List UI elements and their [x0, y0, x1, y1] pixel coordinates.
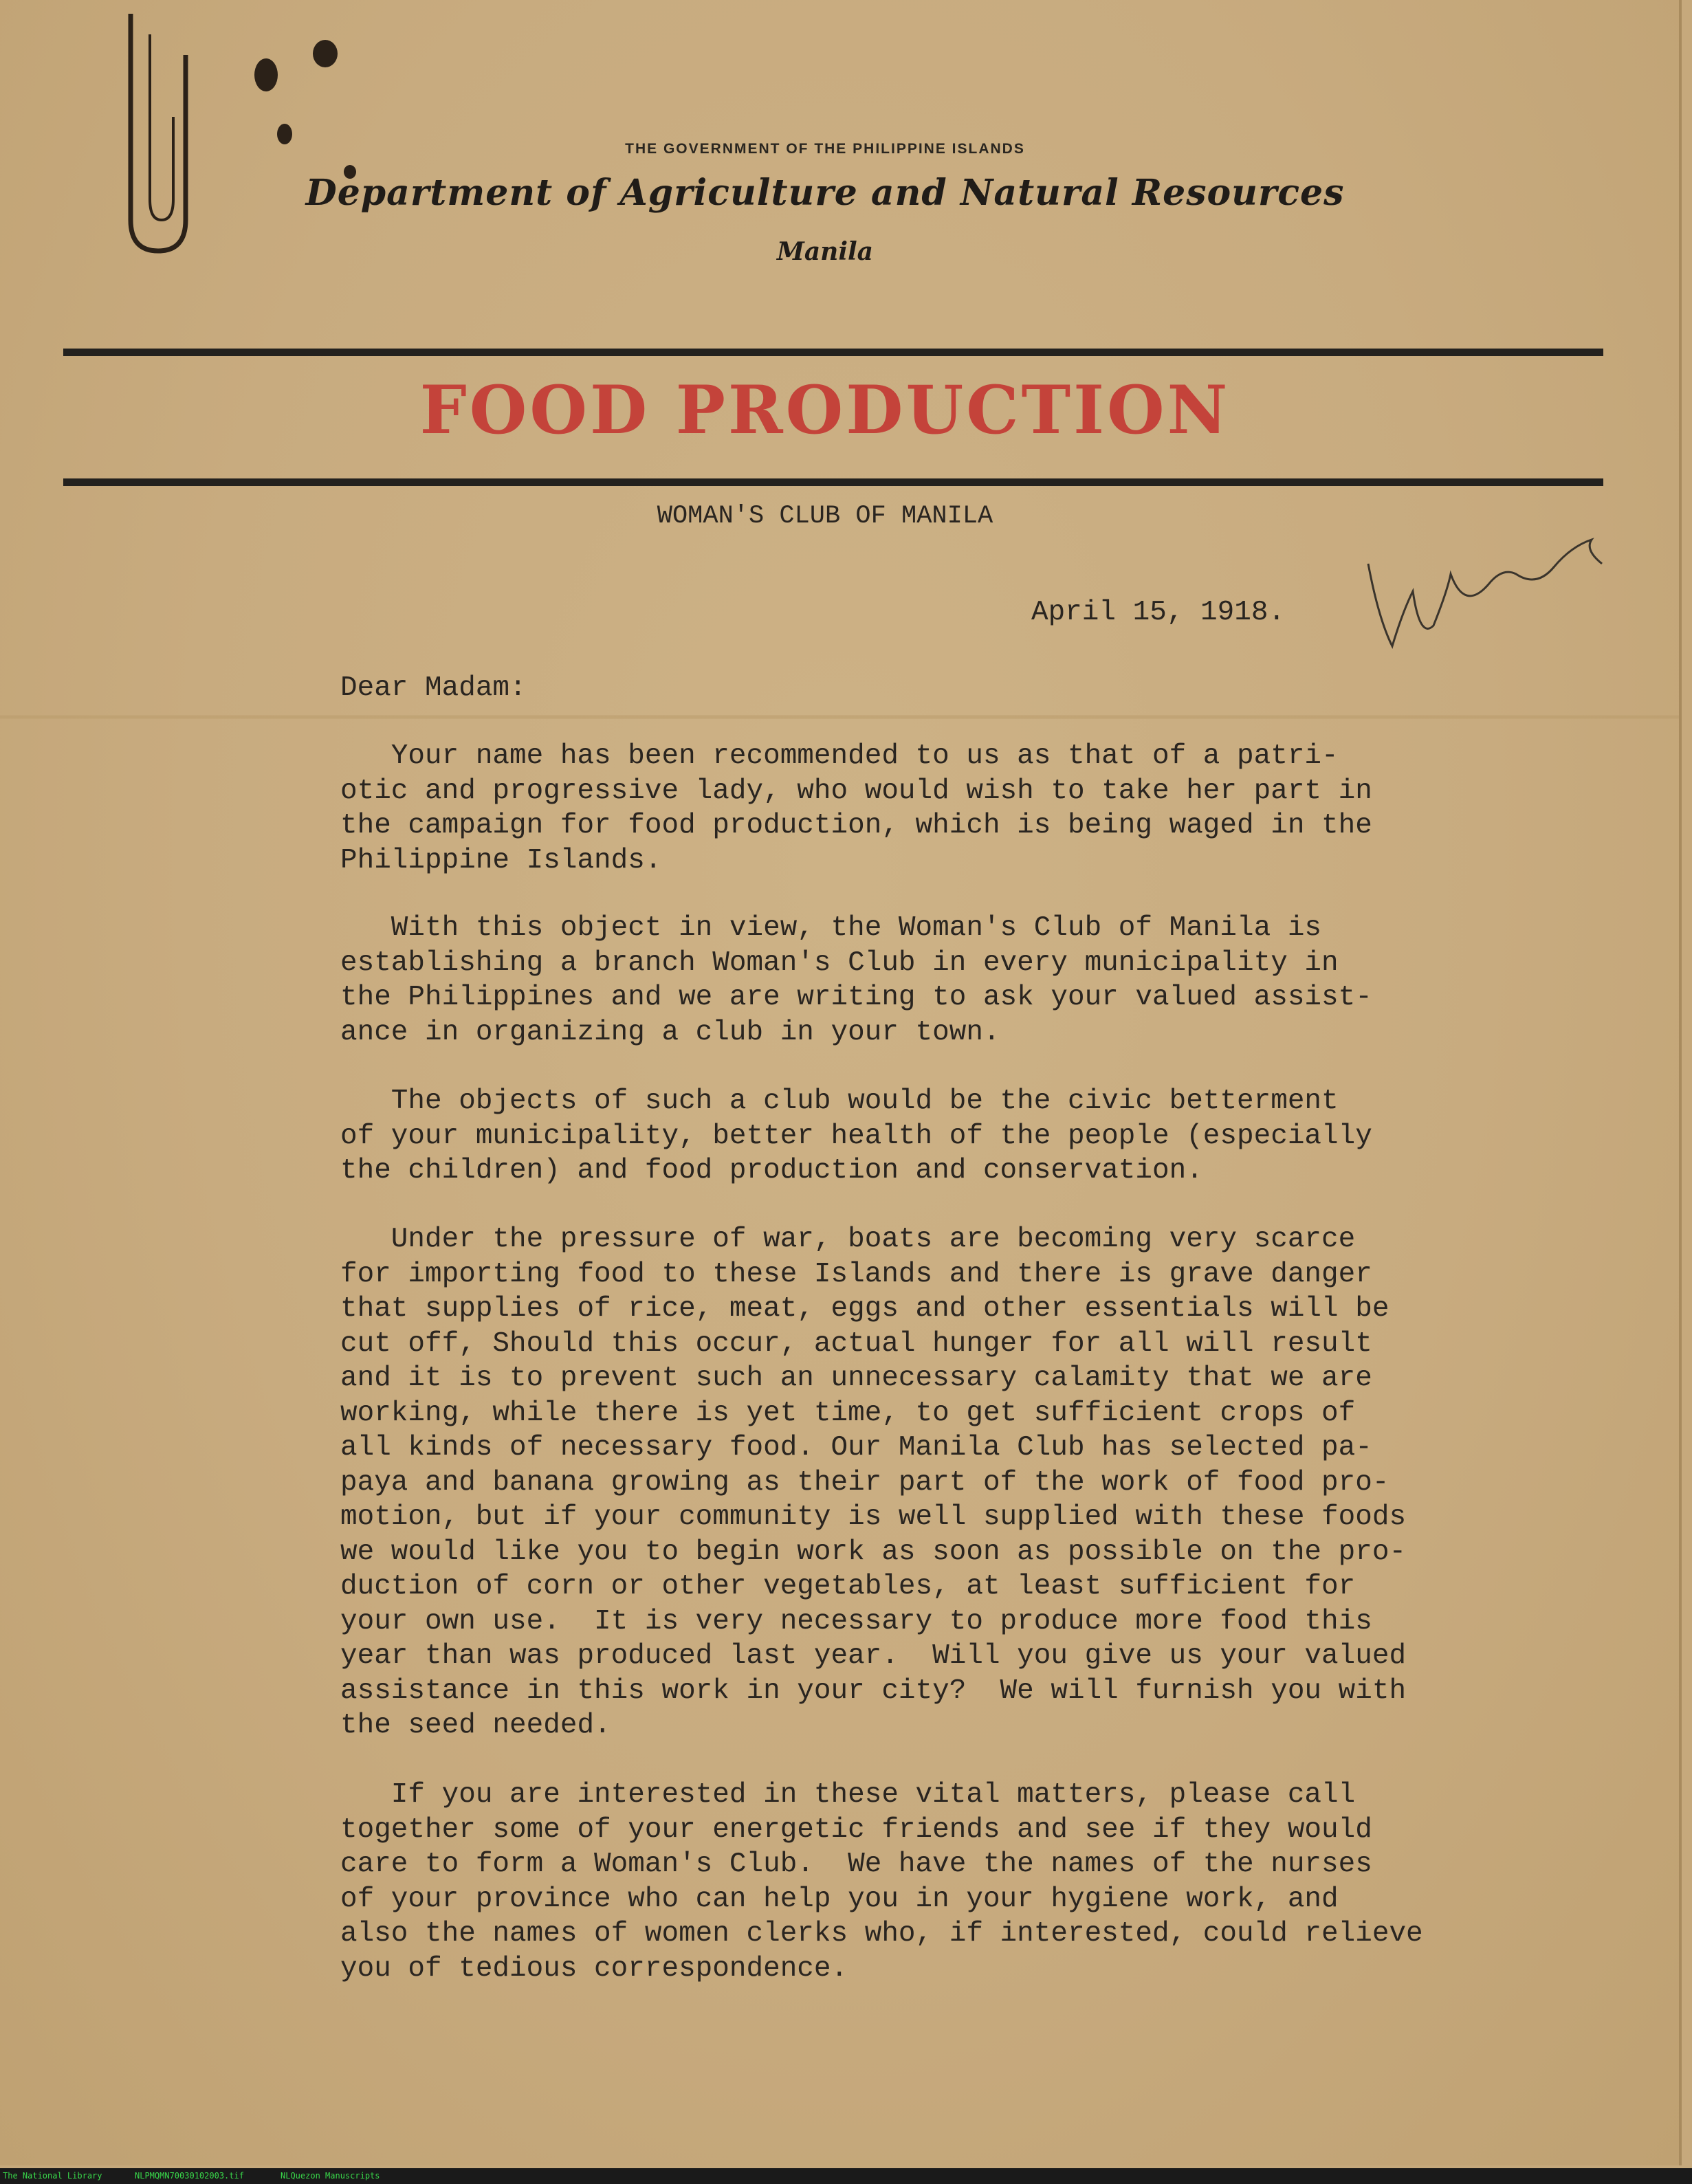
footer-library: The National Library [3, 2171, 102, 2181]
text-line: Under the pressure of war, boats are becoming very scarce [340, 1224, 1356, 1255]
text-line: ance in organizing a club in your town. [340, 1016, 1000, 1048]
text-line: working, while there is yet time, to get sufficient crops of [340, 1397, 1356, 1429]
letterhead-department: Department of Agriculture and Natural Resources [305, 172, 1345, 214]
paragraph-4 [340, 1222, 1406, 1743]
organization-name: WOMAN'S CLUB OF MANILA [657, 502, 993, 531]
letter-date: April 15, 1918. [1031, 597, 1286, 628]
text-line: year than was produced last year. Will you give us your valued [340, 1640, 1407, 1672]
text-line: and it is to prevent such an unnecessary calamity that we are [340, 1363, 1372, 1394]
text-line: you of tedious correspondence. [340, 1952, 848, 1985]
letterhead-government: THE GOVERNMENT OF THE PHILIPPINE ISLANDS [625, 141, 1025, 157]
text-line: cut off, Should this occur, actual hunger for all will result [340, 1327, 1372, 1360]
text-line: also the names of women clerks who, if interested, could relieve [340, 1918, 1423, 1950]
handwritten-initials [1361, 509, 1616, 667]
ink-stain [254, 58, 278, 91]
text-line: With this object in view, the Woman's Club of Manila is [340, 912, 1322, 944]
text-line: establishing a branch Woman's Club in every municipality in [340, 947, 1339, 979]
letterhead-city: Manila [776, 237, 874, 266]
banner-title: FOOD PRODUCTION [419, 371, 1231, 449]
letterhead-rule-bottom [63, 478, 1603, 486]
text-line: we would like you to begin work as soon as possible on the pro- [340, 1536, 1407, 1568]
text-line: the Philippines and we are writing to ask your valued assist- [340, 982, 1372, 1013]
text-line: for importing food to these Islands and there is grave danger [340, 1258, 1372, 1290]
text-line: your own use. It is very necessary to produce more food this [340, 1605, 1372, 1637]
scan-footer [0, 2168, 1692, 2184]
text-line: assistance in this work in your city? We will furnish you with [340, 1675, 1407, 1707]
text-line: If you are interested in these vital matters, please call [340, 1779, 1356, 1811]
text-line: the seed needed. [340, 1710, 611, 1741]
footer-filename: NLPMQMN70030102003.tif [135, 2171, 244, 2181]
paperclip-icon [117, 14, 213, 254]
text-line: duction of corn or other vegetables, at least sufficient for [340, 1571, 1356, 1602]
paragraph-5 [340, 1778, 1423, 1986]
letterhead-rule-top [63, 349, 1603, 356]
text-line: paya and banana growing as their part of the work of food pro- [340, 1466, 1389, 1499]
text-line: Philippine Islands. [340, 844, 662, 876]
footer-collection: NLQuezon Manuscripts [281, 2171, 380, 2181]
text-line: care to form a Woman's Club. We have the names of the nurses [340, 1849, 1372, 1880]
text-line: that supplies of rice, meat, eggs and other essentials will be [340, 1293, 1389, 1325]
text-line: otic and progressive lady, who would wish to take her part in [340, 775, 1372, 807]
paragraph-3 [340, 1084, 1372, 1189]
paper-fold [0, 715, 1679, 719]
ink-stain [313, 40, 338, 67]
text-line: all kinds of necessary food. Our Manila Club has selected pa- [340, 1432, 1372, 1464]
paragraph-2 [340, 911, 1372, 1050]
salutation: Dear Madam: [340, 672, 527, 704]
text-line: together some of your energetic friends and see if they would [340, 1813, 1372, 1846]
text-line: Your name has been recommended to us as that of a patri- [340, 740, 1339, 772]
text-line: The objects of such a club would be the civic betterment [340, 1085, 1339, 1117]
text-line: of your province who can help you in your hygiene work, and [340, 1883, 1339, 1915]
text-line: motion, but if your community is well supplied with these foods [340, 1501, 1407, 1533]
paragraph-1 [340, 739, 1372, 878]
text-line: of your municipality, better health of the people (especially [340, 1120, 1372, 1152]
text-line: the children) and food production and conservation. [340, 1155, 1203, 1187]
text-line: the campaign for food production, which is being waged in the [340, 810, 1372, 841]
